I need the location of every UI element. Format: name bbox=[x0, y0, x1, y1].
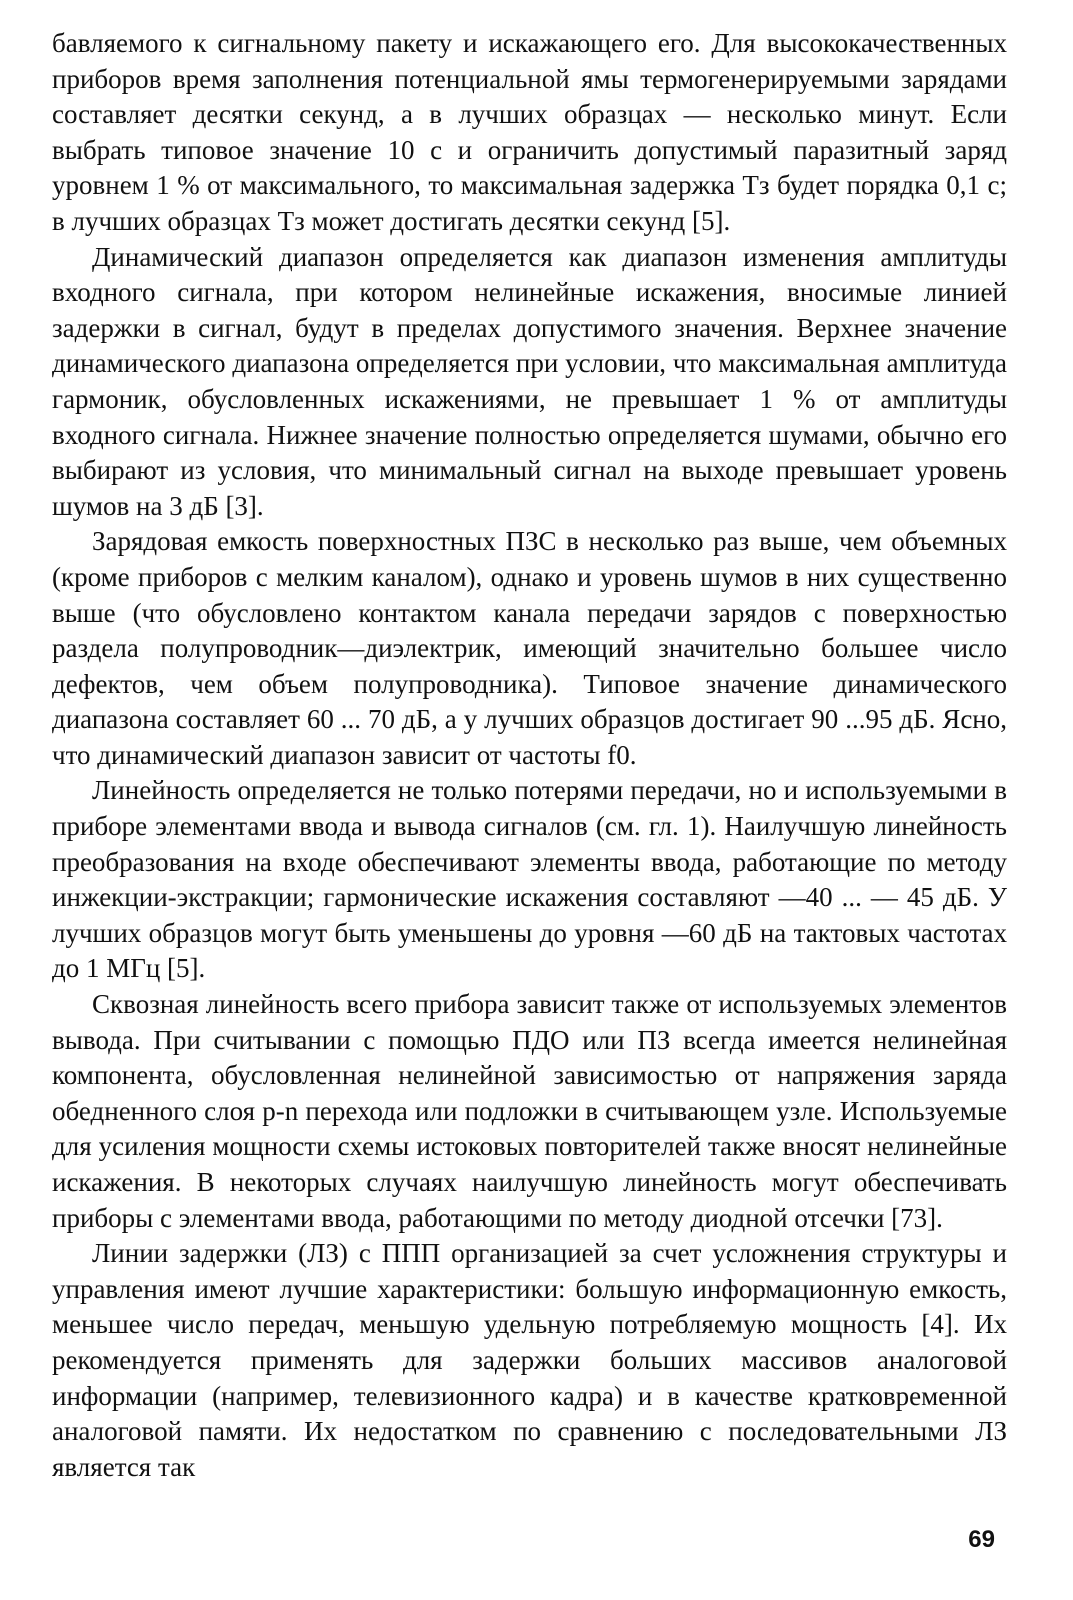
page-number: 69 bbox=[968, 1526, 995, 1553]
paragraph-dynamic-range: Динамический диапазон определяется как диапазон изменения амплитуды входного сигнала, при котором нелинейные искажения, вносимые линией задержки в сигнал, будут в пределах допустимого значения. Верхнее значение динамического диапазона определяется при условии, что максимальная амплитуда гармоник, обусловленных искажениями, не превышает 1 % от амплитуды входного сигнала. Нижнее значение полностью определяется шумами, обычно его выбирают из условия, что минимальный сигнал на выходе превышает уровень шумов на 3 дБ [3]. bbox=[52, 241, 1007, 521]
paragraph-charge-capacity: Зарядовая емкость поверхностных ПЗС в несколько раз выше, чем объемных (кроме приборов с мелким каналом), однако и уровень шумов в них существенно выше (что обусловлено контактом канала передачи зарядов с поверхностью раздела полупроводник—диэлектрик, имеющий значительно большее число дефектов, чем объем полупроводника). Типовое значение динамического диапазона составляет 60 ... 70 дБ, а у лучших образцов достигает 90 ...95 дБ. Ясно, что динамический диапазон зависит от частоты f0. bbox=[52, 526, 1007, 770]
paragraph-continued: бавляемого к сигнальному пакету и искажающего его. Для высококачественных приборов время заполнения потенциальной ямы термогенерируемыми зарядами составляет десятки секунд, а в лучших образцах — несколько минут. Если выбрать типовое значение 10 с и ограничить допустимый паразитный заряд уровнем 1 % от максимального, то максимальная задержка Tз будет порядка 0,1 с; в лучших образцах Tз может достигать десятки секунд [5]. bbox=[52, 28, 1007, 236]
paragraph-through-linearity: Сквозная линейность всего прибора зависит также от используемых элементов вывода. При считывании с помощью ПДО или ПЗ всегда имеется нелинейная компонента, обусловленная нелинейной зависимостью от напряжения заряда обедненного слоя p-n перехода или подложки в считывающем узле. Используемые для усиления мощности схемы истоковых повторителей также вносят нелинейные искажения. В некоторых случаях наилучшую линейность могут обеспечивать приборы с элементами ввода, работающими по методу диодной отсечки [73]. bbox=[52, 989, 1007, 1233]
text-column bbox=[52, 26, 1007, 1485]
paragraph-linearity: Линейность определяется не только потерями передачи, но и используемыми в приборе элементами ввода и вывода сигналов (см. гл. 1). Наилучшую линейность преобразования на входе обеспечивают элементы ввода, работающие по методу инжекции-экстракции; гармонические искажения составляют —40 ... — 45 дБ. У лучших образцов могут быть уменьшены до уровня —60 дБ на тактовых частотах до 1 МГц [5]. bbox=[52, 775, 1007, 984]
paragraph-delay-lines: Линии задержки (ЛЗ) с ППП организацией за счет усложнения структуры и управления имеют лучшие характеристики: большую информационную емкость, меньшее число передач, меньшую удельную потребляемую мощность [4]. Их рекомендуется применять для задержки больших массивов аналоговой информации (например, телевизионного кадра) и в качестве кратковременной аналоговой памяти. Их недостатком по сравнению с последовательными ЛЗ является так bbox=[52, 1238, 1007, 1482]
